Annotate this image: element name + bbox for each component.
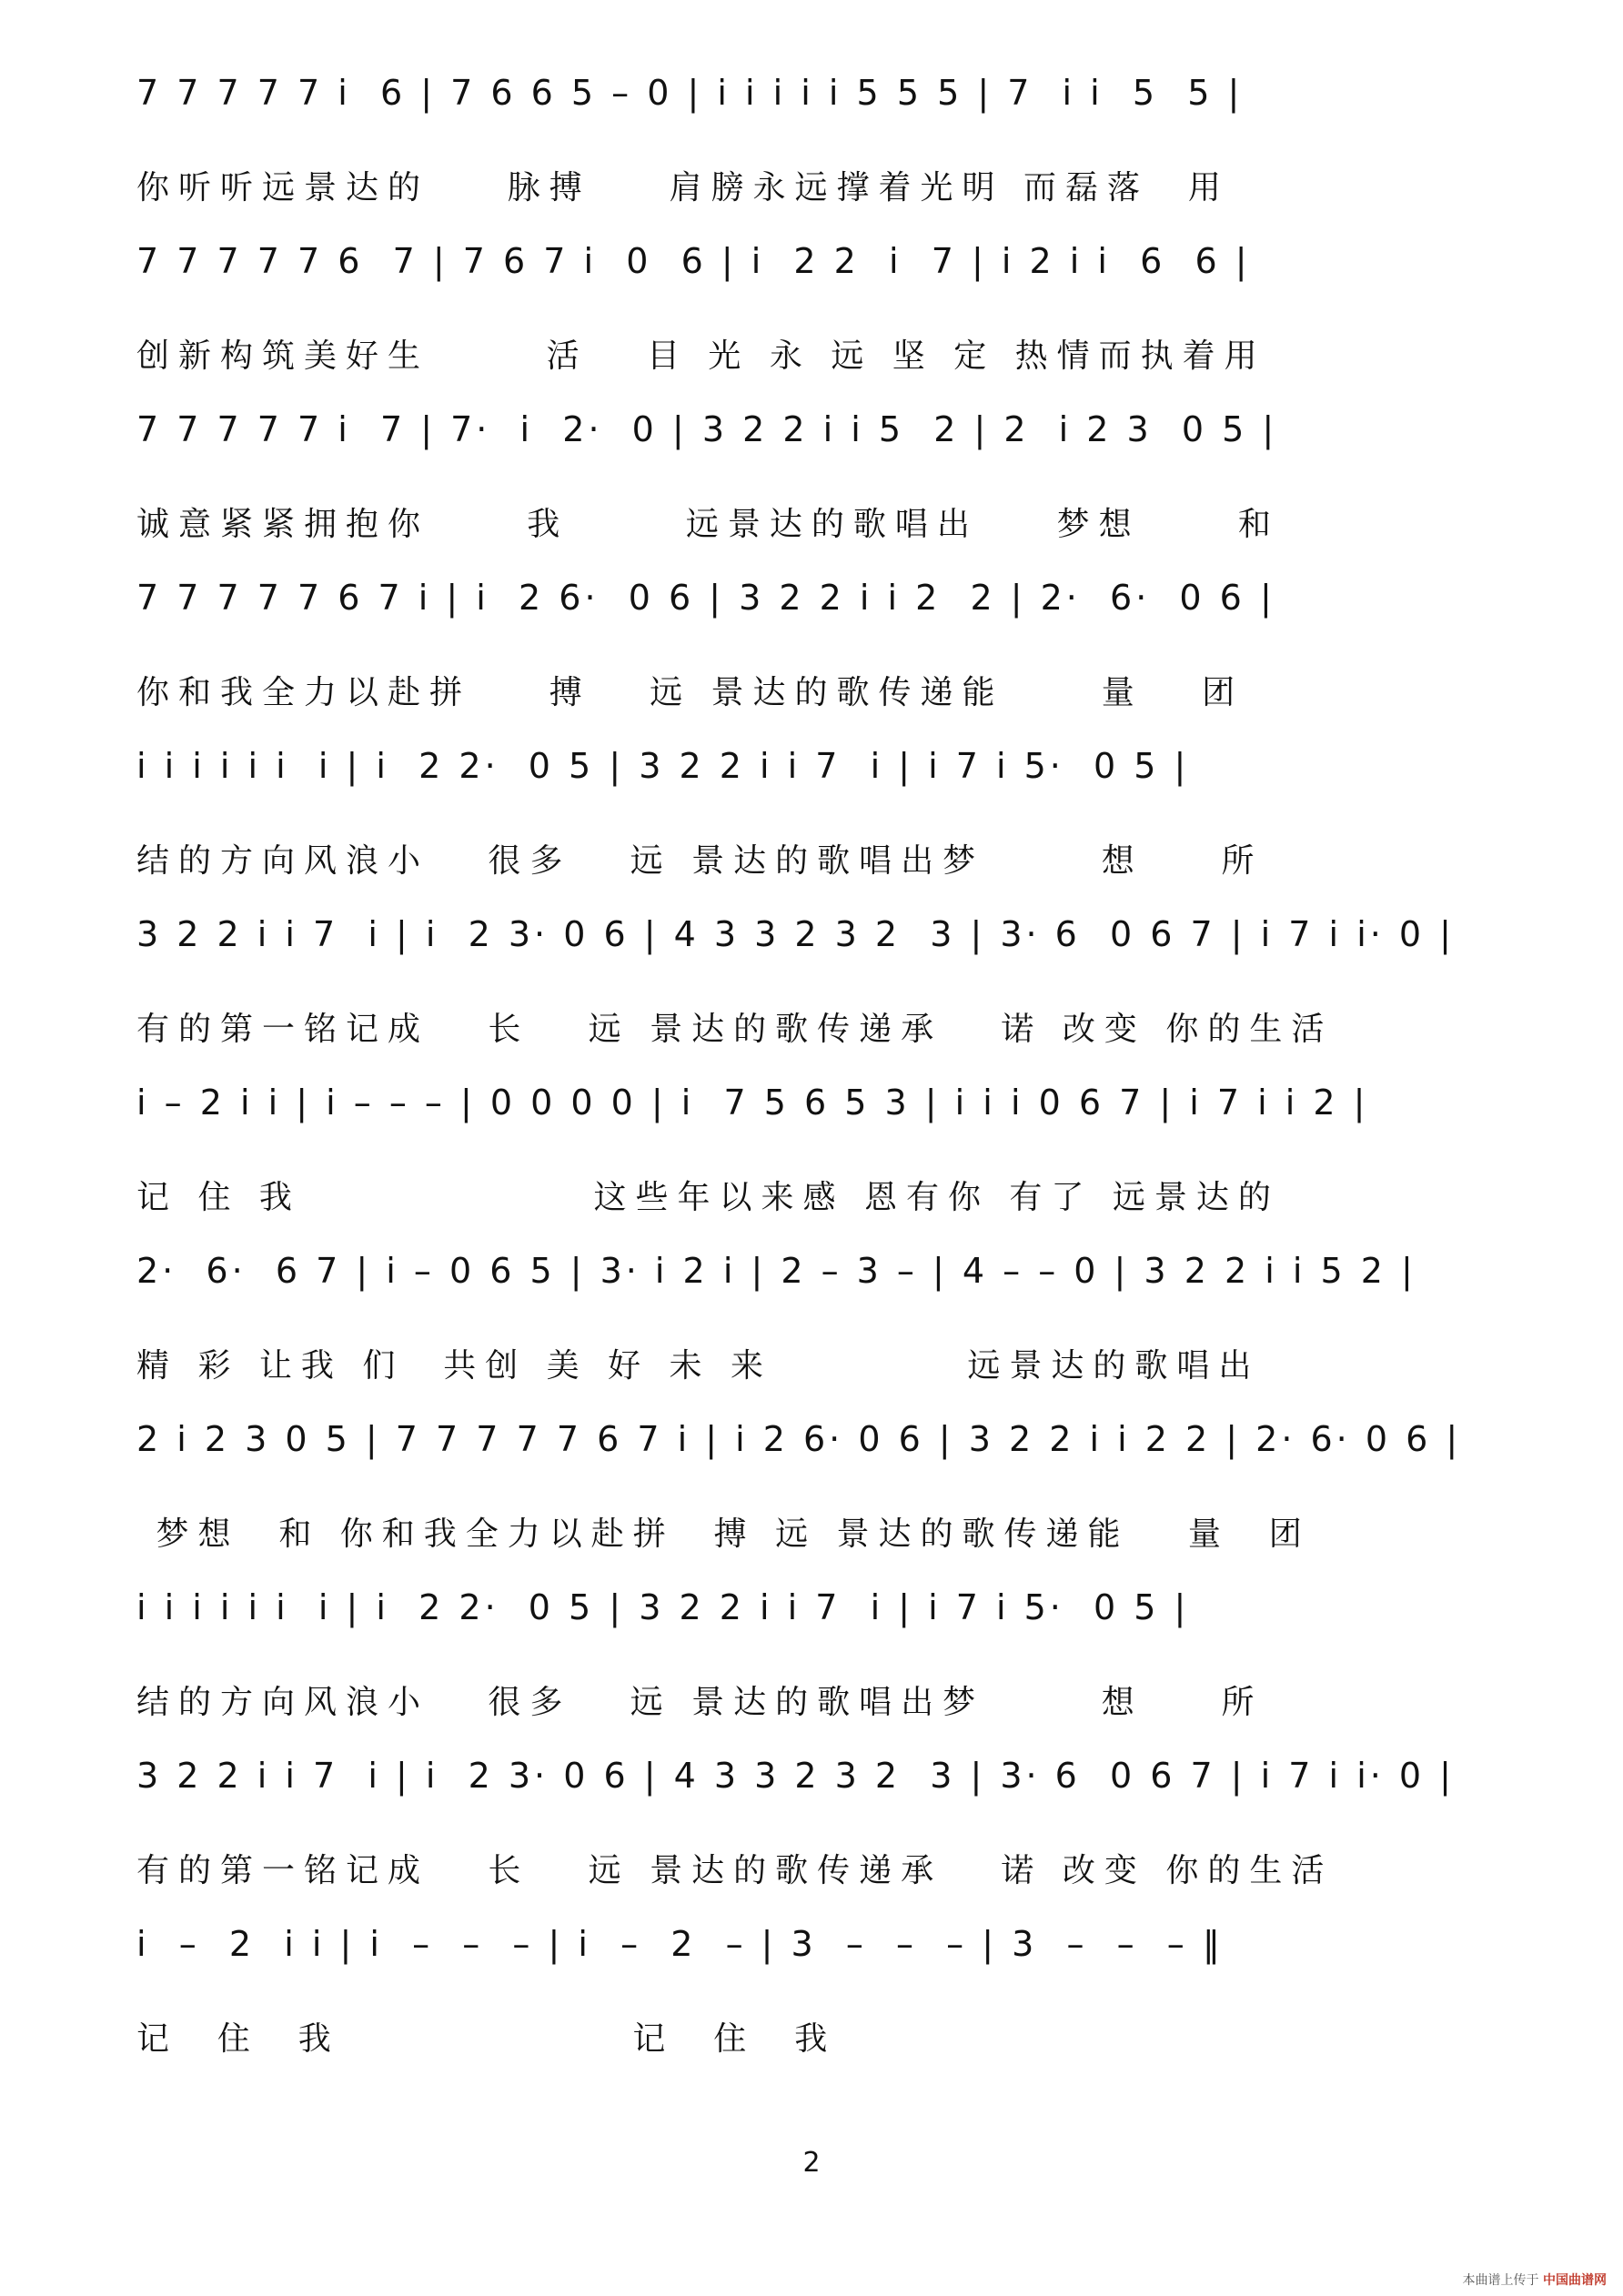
notation-line: 2· 6· 6 7 | i – 0 6 5 | 3· i 2 i | 2 – 3 – | 4 – – 0 | 3 2 2 i i 5 2 |	[136, 1251, 1416, 1291]
notation-line: i i i i i i i | i 2 2· 0 5 | 3 2 2 i i 7 i | i 7 i 5· 0 5 |	[136, 746, 1190, 786]
lyric-line: 梦想 和 你和我全力以赴拼 搏 远 景达的歌传递能 量 团	[136, 1516, 1311, 1553]
footer-brand: 中国曲谱网	[1543, 2273, 1607, 2288]
lyric-line: 你听听远景达的 脉搏 肩膀永远撑着光明 而磊落 用	[136, 169, 1230, 206]
lyric-line: 诚意紧紧拥抱你 我 远景达的歌唱出 梦想 和	[136, 506, 1280, 543]
notation-line: 2 i 2 3 0 5 | 7 7 7 7 7 6 7 i | i 2 6· 0 6 | 3 2 2 i i 2 2 | 2· 6· 0 6 |	[136, 1419, 1462, 1459]
lyric-line: 你和我全力以赴拼 搏 远 景达的歌传递能 量 团	[136, 674, 1245, 711]
lyric-line: 创新构筑美好生 活 目 光 永 远 坚 定 热情而执着用	[136, 337, 1266, 375]
lyric-line: 有的第一铭记成 长 远 景达的歌传递承 诺 改变 你的生活	[136, 1011, 1334, 1048]
footer-text: 本曲谱上传于	[1462, 2273, 1539, 2288]
lyric-line: 记 住 我 记 住 我	[136, 2020, 837, 2058]
notation-line: 3 2 2 i i 7 i | i 2 3· 0 6 | 4 3 3 2 3 2 3 | 3· 6 0 6 7 | i 7 i i· 0 |	[136, 1756, 1455, 1796]
notation-line: i – 2 i i | i – – – | i – 2 – | 3 – – – | 3 – – – ‖	[136, 1924, 1224, 1964]
notation-line: 3 2 2 i i 7 i | i 2 3· 0 6 | 4 3 3 2 3 2 3 | 3· 6 0 6 7 | i 7 i i· 0 |	[136, 914, 1455, 954]
notation-line: i – 2 i i | i – – – | 0 0 0 0 | i 7 5 6 5 3 | i i i 0 6 7 | i 7 i i 2 |	[136, 1083, 1369, 1123]
notation-line: 7 7 7 7 7 i 6 | 7 6 6 5 – 0 | i i i i i 5 5 5 | 7 i i 5 5 |	[136, 73, 1244, 113]
lyric-line: 记 住 我 这些年以来感 恩有你 有了 远景达的	[136, 1179, 1280, 1216]
lyric-line: 有的第一铭记成 长 远 景达的歌传递承 诺 改变 你的生活	[136, 1852, 1334, 1889]
notation-line: 7 7 7 7 7 6 7 | 7 6 7 i 0 6 | i 2 2 i 7 | i 2 i i 6 6 |	[136, 241, 1251, 281]
footer-credit	[1463, 2271, 1607, 2289]
notation-line: 7 7 7 7 7 6 7 i | i 2 6· 0 6 | 3 2 2 i i 2 2 | 2· 6· 0 6 |	[136, 578, 1275, 618]
lyric-line: 结的方向风浪小 很多 远 景达的歌唱出梦 想 所	[136, 842, 1264, 880]
lyric-line: 结的方向风浪小 很多 远 景达的歌唱出梦 想 所	[136, 1684, 1264, 1721]
lyric-line: 精 彩 让我 们 共创 美 好 未 来 远景达的歌唱出	[136, 1347, 1261, 1385]
notation-line: 7 7 7 7 7 i 7 | 7· i 2· 0 | 3 2 2 i i 5 2 | 2 i 2 3 0 5 |	[136, 409, 1278, 449]
notation-line: i i i i i i i | i 2 2· 0 5 | 3 2 2 i i 7 i | i 7 i 5· 0 5 |	[136, 1587, 1190, 1627]
page-number: 2	[802, 2147, 821, 2179]
